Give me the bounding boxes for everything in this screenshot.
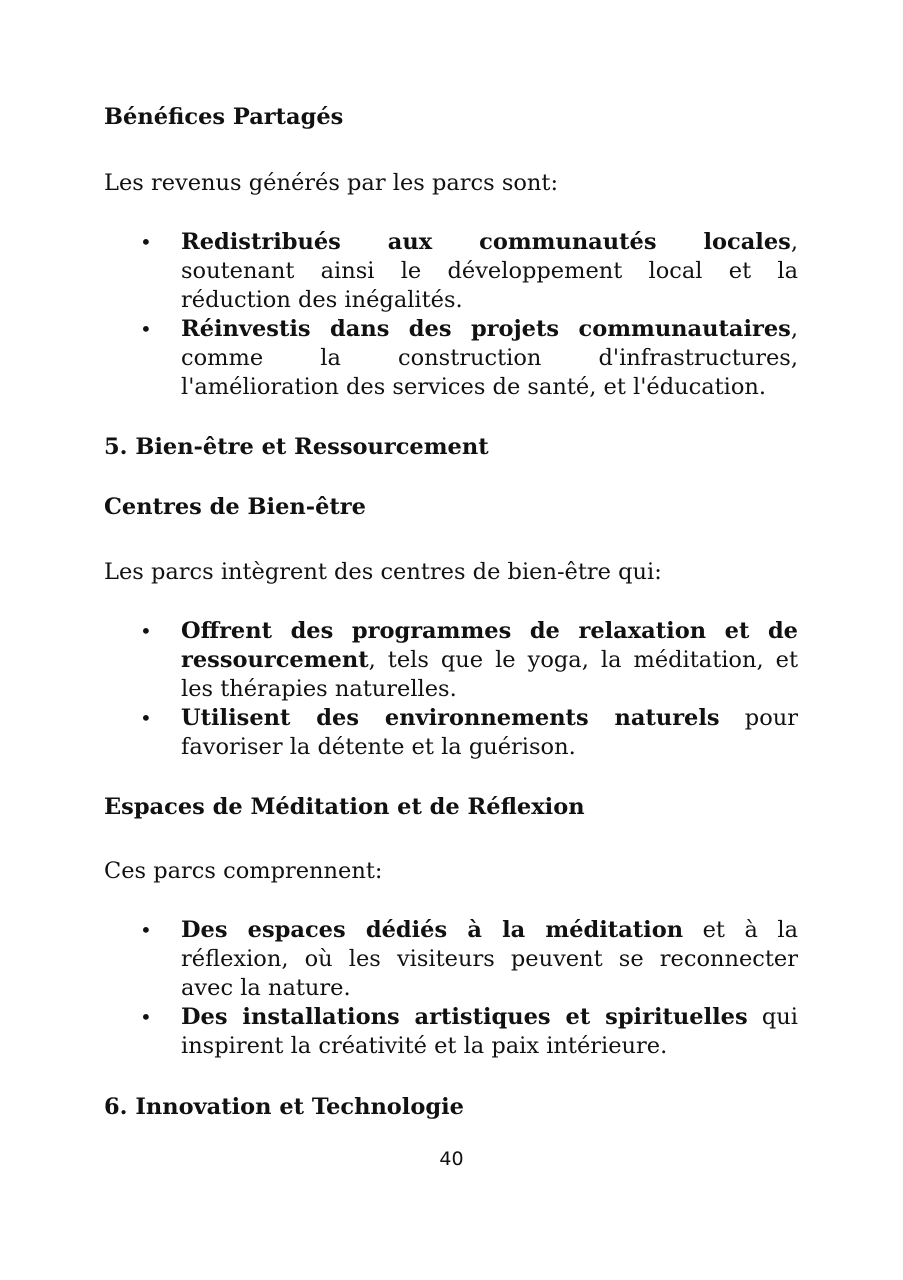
list-item xyxy=(104,1003,798,1061)
list-item xyxy=(104,617,798,704)
bullet-list-espaces xyxy=(104,916,798,1061)
list-item-text: , comme la construction d'infrastructures, l'amélioration des services de santé, et l'éducation. xyxy=(181,316,798,400)
intro-paragraph-revenus: Les revenus générés par les parcs sont: xyxy=(104,170,559,196)
bullet-icon: • xyxy=(140,918,152,942)
list-item-text: , tels que le yoga, la méditation, et les thérapies naturelles. xyxy=(181,647,798,702)
bullet-list-centres xyxy=(104,617,798,762)
list-item-text: pour favoriser la détente et la guérison. xyxy=(181,705,798,760)
list-item-bold: Des espaces dédiés à la méditation xyxy=(181,917,684,943)
list-item-text: qui inspirent la créativité et la paix intérieure. xyxy=(181,1004,798,1059)
bullet-icon: • xyxy=(140,230,152,254)
section-heading-centres: Centres de Bien-être xyxy=(104,494,366,520)
intro-paragraph-centres: Les parcs intègrent des centres de bien-être qui: xyxy=(104,559,662,585)
list-item xyxy=(104,704,798,762)
section-heading-innovation: 6. Innovation et Technologie xyxy=(104,1094,464,1120)
section-heading-espaces: Espaces de Méditation et de Réflexion xyxy=(104,794,585,820)
bullet-icon: • xyxy=(140,317,152,341)
bullet-icon: • xyxy=(140,619,152,643)
list-item-bold: Réinvestis dans des projets communautaires xyxy=(181,316,791,342)
page-number: 40 xyxy=(439,1148,464,1170)
list-item-bold: Offrent des programmes de relaxation et de ressourcement xyxy=(181,618,798,673)
section-heading-bien-etre: 5. Bien-être et Ressourcement xyxy=(104,434,489,460)
bullet-icon: • xyxy=(140,706,152,730)
list-item-text: et à la réflexion, où les visiteurs peuvent se reconnecter avec la nature. xyxy=(181,917,798,1001)
list-item xyxy=(104,916,798,1003)
list-item-bold: Utilisent des environnements naturels xyxy=(181,705,720,731)
list-item-bold: Des installations artistiques et spirituelles xyxy=(181,1004,748,1030)
section-heading-benefices: Bénéfices Partagés xyxy=(104,104,344,130)
intro-paragraph-espaces: Ces parcs comprennent: xyxy=(104,858,383,884)
list-item-text: , soutenant ainsi le développement local et la réduction des inégalités. xyxy=(181,229,798,313)
list-item xyxy=(104,228,798,315)
list-item xyxy=(104,315,798,402)
bullet-list-revenus xyxy=(104,228,798,402)
list-item-bold: Redistribués aux communautés locales xyxy=(181,229,791,255)
bullet-icon: • xyxy=(140,1005,152,1029)
